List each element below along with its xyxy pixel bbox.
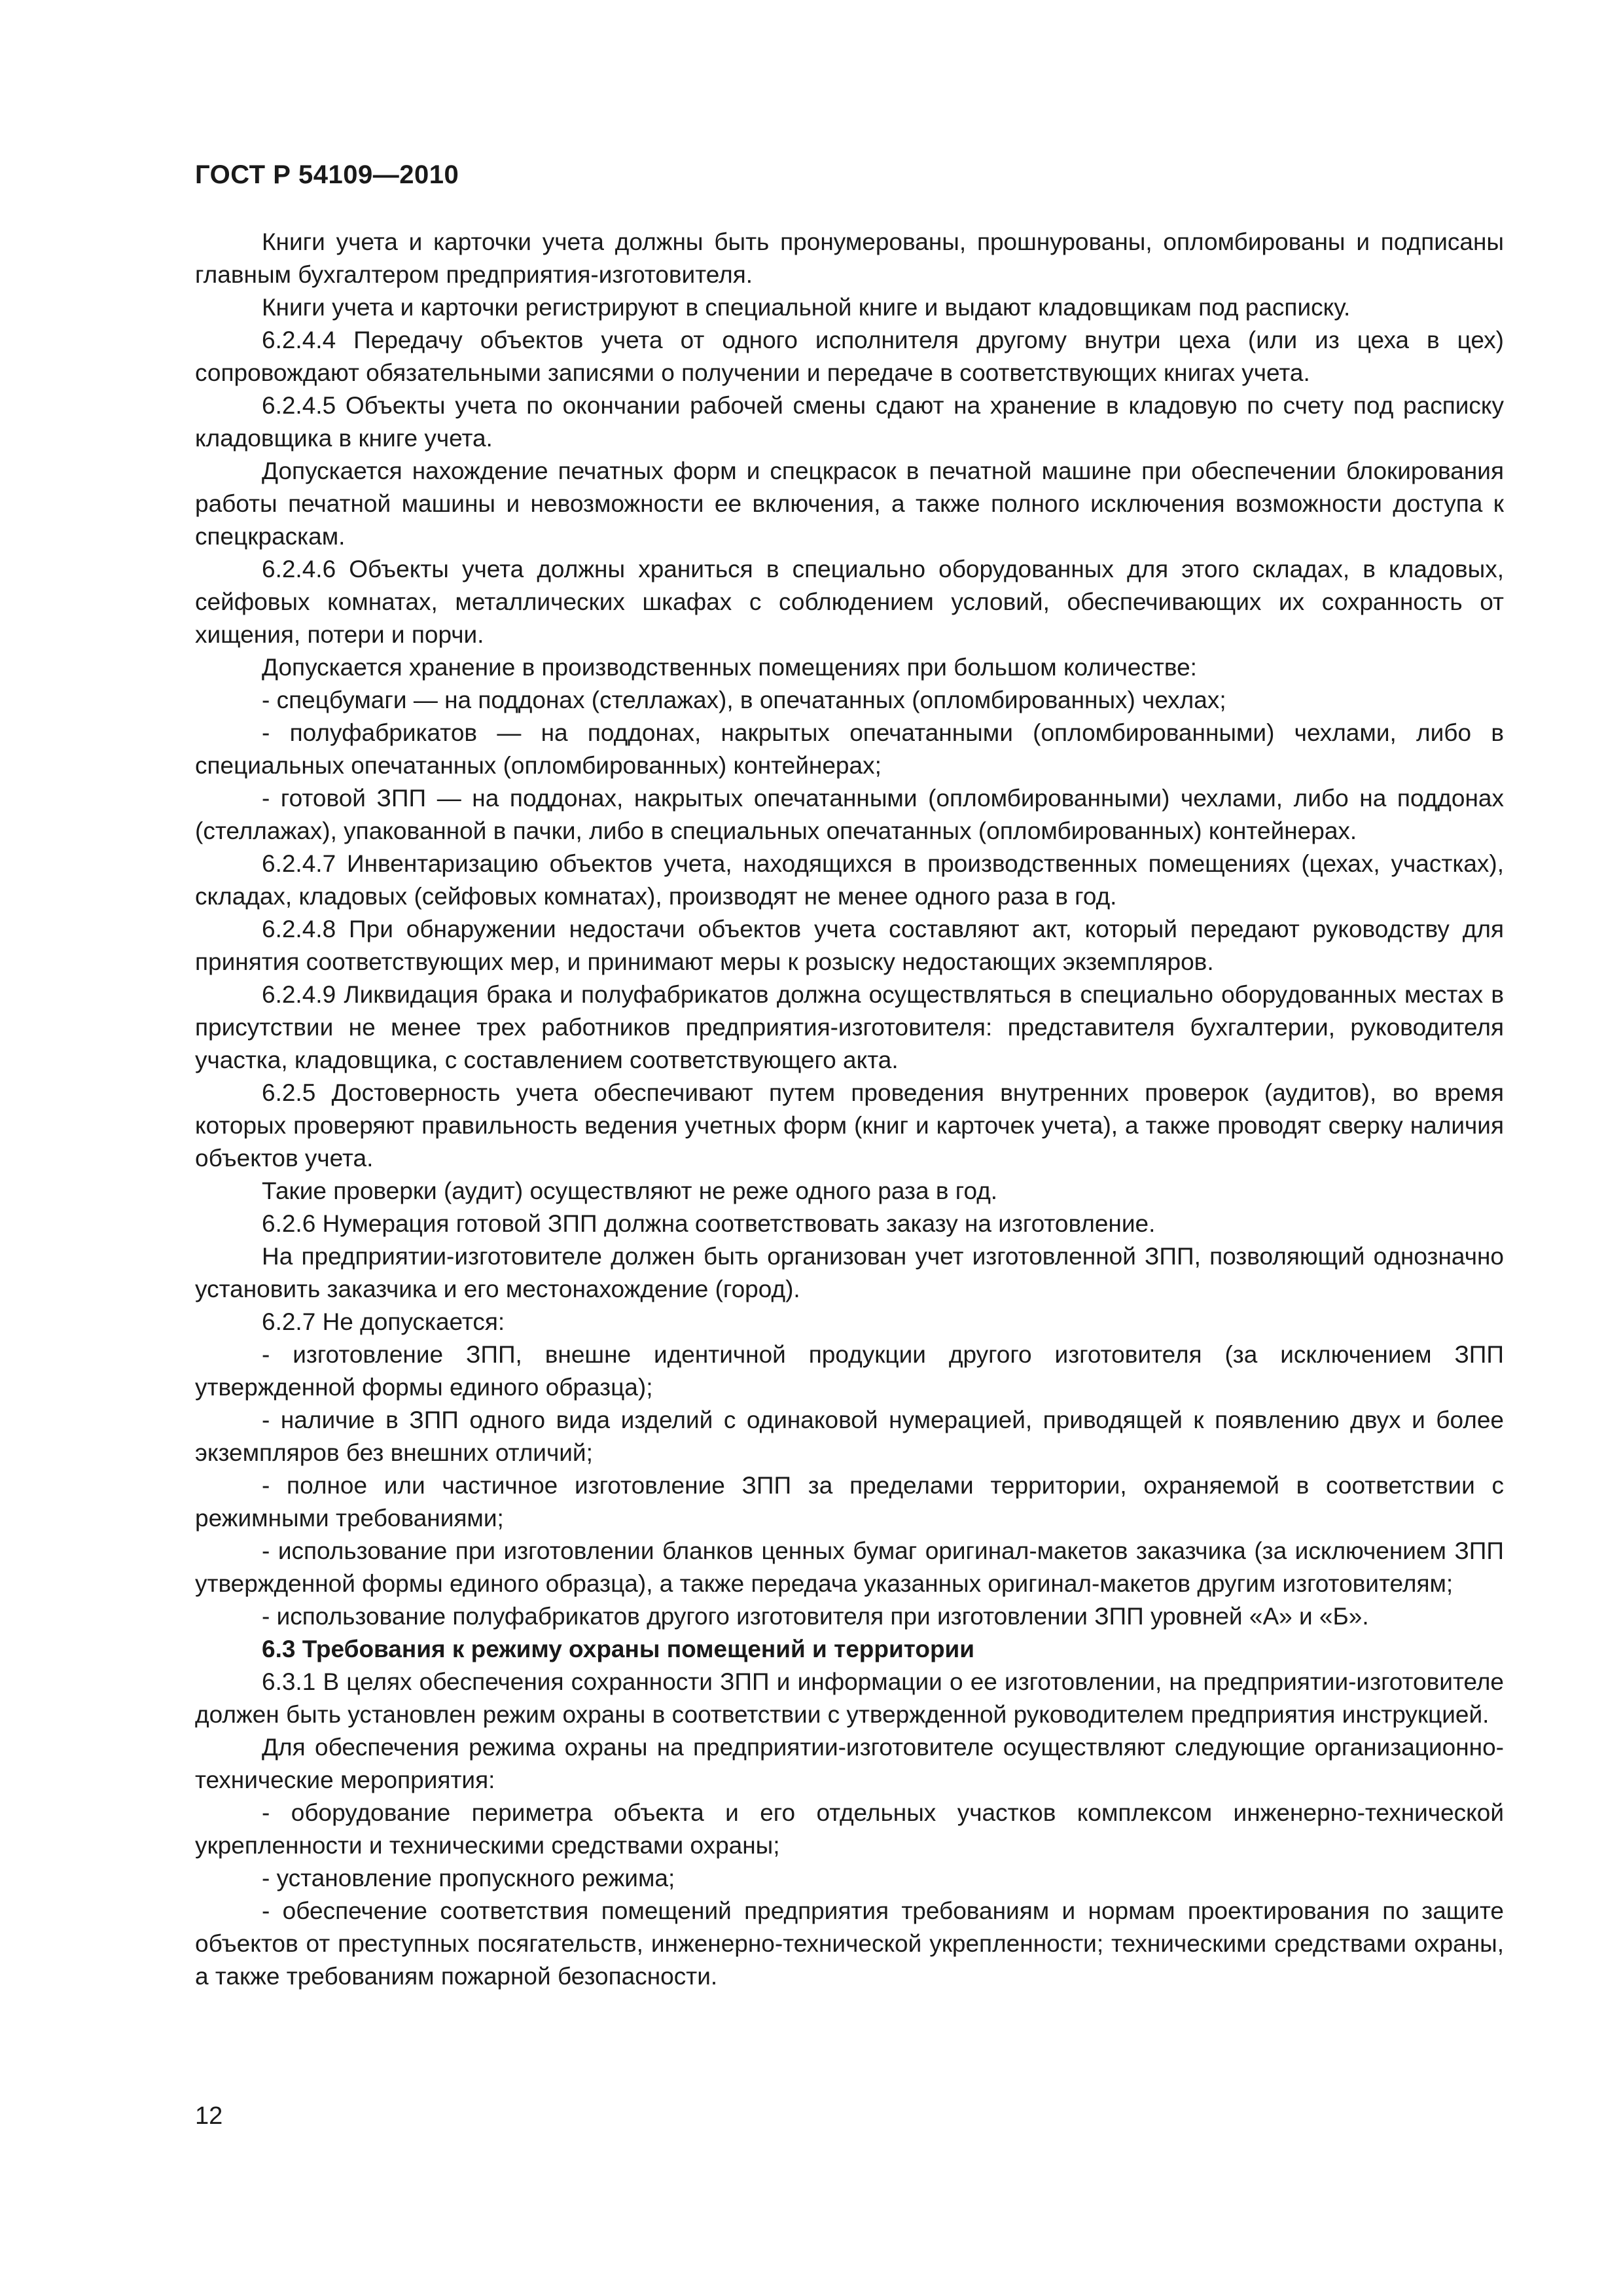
paragraph: 6.2.4.8 При обнаружении недостачи объектов учета составляют акт, который передают руководству для принятия соответствующих мер, и принимают меры к розыску недостающих экземпляров. [195, 916, 1504, 975]
paragraph: 6.2.7 Не допускается: [262, 1308, 505, 1335]
paragraph: Книги учета и карточки регистрируют в специальной книге и выдают кладовщикам под расписку. [262, 294, 1351, 321]
list-item: - наличие в ЗПП одного вида изделий с одинаковой нумерацией, приводящей к появлению двух и более экземпляров без внешних отличий; [195, 1407, 1504, 1466]
paragraph: На предприятии-изготовителе должен быть организован учет изготовленной ЗПП, позволяющий однозначно установить заказчика и его местонахождение (город). [195, 1243, 1504, 1302]
paragraph: 6.2.5 Достоверность учета обеспечивают путем проведения внутренних проверок (аудитов), во время которых проверяют правильность ведения учетных форм (книг и карточек учета), а также проводят сверку наличия объектов учета. [195, 1079, 1504, 1172]
paragraph: 6.2.6 Нумерация готовой ЗПП должна соответствовать заказу на изготовление. [262, 1210, 1156, 1237]
list-item: - полное или частичное изготовление ЗПП за пределами территории, охраняемой в соответствии с режимными требованиями; [195, 1472, 1504, 1532]
document-header: ГОСТ Р 54109—2010 [195, 160, 459, 189]
paragraph: Допускается нахождение печатных форм и спецкрасок в печатной машине при обеспечении блокирования работы печатной машины и невозможности ее включения, а также полного исключения возможности доступа к спецкраскам. [195, 457, 1504, 550]
section-heading: 6.3 Требования к режиму охраны помещений и территории [262, 1636, 975, 1662]
paragraph: Для обеспечения режима охраны на предприятии-изготовителе осуществляют следующие организационно-технические мероприятия: [195, 1734, 1504, 1793]
paragraph: 6.2.4.9 Ликвидация брака и полуфабрикатов должна осуществляться в специально оборудованных местах в присутствии не менее трех работников предприятия-изготовителя: представителя бухгалтерии, руководителя участка, кладовщика, с составлением соответствующего акта. [195, 981, 1504, 1073]
page-number: 12 [195, 2102, 223, 2130]
paragraph: 6.2.4.6 Объекты учета должны храниться в специально оборудованных для этого складах, в кладовых, сейфовых комнатах, металлических шкафах с соблюдением условий, обеспечивающих их сохранность от хищения, потери и порчи. [195, 556, 1504, 648]
list-item: - оборудование периметра объекта и его отдельных участков комплексом инженерно-технической укрепленности и техническими средствами охраны; [195, 1799, 1504, 1859]
list-item: - спецбумаги — на поддонах (стеллажах), в опечатанных (опломбированных) чехлах; [262, 687, 1226, 713]
list-item: - изготовление ЗПП, внешне идентичной продукции другого изготовителя (за исключением ЗПП утвержденной формы единого образца); [195, 1341, 1504, 1401]
list-item: - использование полуфабрикатов другого изготовителя при изготовлении ЗПП уровней «А» и «Б». [262, 1603, 1369, 1630]
paragraph: 6.2.4.7 Инвентаризацию объектов учета, находящихся в производственных помещениях (цехах, участках), складах, кладовых (сейфовых комнатах), производят не менее одного раза в год. [195, 850, 1504, 910]
list-item: - использование при изготовлении бланков ценных бумаг оригинал-макетов заказчика (за исключением ЗПП утвержденной формы единого образца), а также передача указанных оригинал-макетов другим изготовителям; [195, 1537, 1504, 1597]
paragraph: 6.3.1 В целях обеспечения сохранности ЗПП и информации о ее изготовлении, на предприятии-изготовителе должен быть установлен режим охраны в соответствии с утвержденной руководителем предприятия инструкцией. [195, 1668, 1504, 1728]
paragraph: Допускается хранение в производственных помещениях при большом количестве: [262, 654, 1197, 681]
paragraph: 6.2.4.5 Объекты учета по окончании рабочей смены сдают на хранение в кладовую по счету под расписку кладовщика в книге учета. [195, 392, 1504, 452]
document-body [195, 226, 1504, 1993]
list-item: - полуфабрикатов — на поддонах, накрытых опечатанными (опломбированными) чехлами, либо в специальных опечатанных (опломбированных) контейнерах; [195, 719, 1504, 779]
paragraph: 6.2.4.4 Передачу объектов учета от одного исполнителя другому внутри цеха (или из цеха в цех) сопровождают обязательными записями о получении и передаче в соответствующих книгах учета. [195, 327, 1504, 386]
paragraph: Книги учета и карточки учета должны быть пронумерованы, прошнурованы, опломбированы и подписаны главным бухгалтером предприятия-изготовителя. [195, 228, 1504, 288]
list-item: - установление пропускного режима; [262, 1865, 675, 1892]
list-item: - обеспечение соответствия помещений предприятия требованиям и нормам проектирования по защите объектов от преступных посягательств, инженерно-технической укрепленности; техническими средствами охраны, а также требованиям пожарной безопасности. [195, 1897, 1504, 1990]
list-item: - готовой ЗПП — на поддонах, накрытых опечатанными (опломбированными) чехлами, либо на поддонах (стеллажах), упакованной в пачки, либо в специальных опечатанных (опломбированных) контейнерах. [195, 785, 1504, 844]
paragraph: Такие проверки (аудит) осуществляют не реже одного раза в год. [262, 1177, 998, 1204]
